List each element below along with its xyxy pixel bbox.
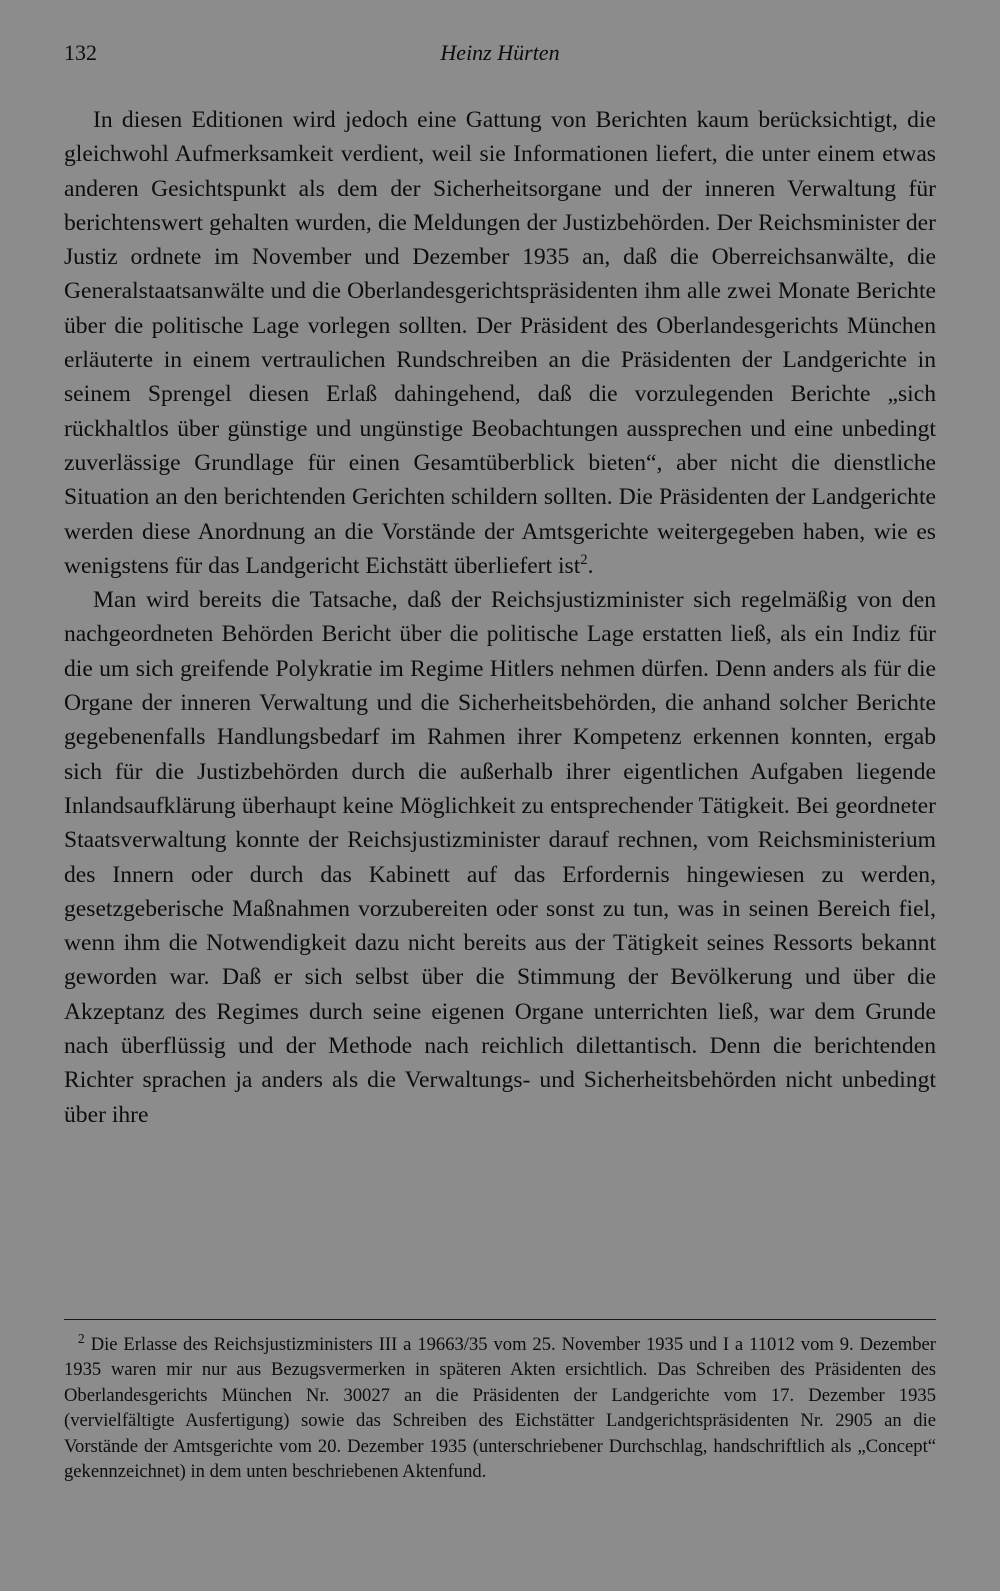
paragraph-text: In diesen Editionen wird jedoch eine Gattung von Berichten kaum berücksichtigt, die gleichwohl Aufmerksamkeit verdient, weil sie Informationen liefert, die unter einem etwas anderen Gesichtspunkt als dem der Sicherheitsorgane und der inneren Verwaltung für berichtenswert gehalten wurden, die Meldungen der Justizbehörden. Der Reichsminister der Justiz ordnete im November und Dezember 1935 an, daß die Oberreichsanwälte, die Generalstaatsanwälte und die Oberlandesgerichtspräsidenten ihm alle zwei Monate Berichte über die politische Lage vorlegen sollten. Der Präsident des Oberlandesgerichts München erläuterte in einem vertraulichen Rundschreiben an die Präsidenten der Landgerichte in seinem Sprengel diesen Erlaß dahingehend, daß die vorzulegenden Berichte „sich rückhaltlos über günstige und ungünstige Beobachtungen aussprechen und eine unbedingt zuverlässige Grundlage für einen Gesamtüberblick bieten“, aber nicht die dienstliche Situation an den berichtenden Gerichten schildern sollten. Die Präsidenten der Landgerichte werden diese Anordnung an die Vorstände der Amtsgerichte weitergegeben haben, wie es wenigstens für das Landgericht Eichstätt überliefert ist xyxy=(64,107,936,579)
running-head: Heinz Hürten xyxy=(440,40,560,65)
main-text xyxy=(64,103,936,1132)
paragraph xyxy=(64,103,936,583)
footnote xyxy=(64,1332,936,1484)
footnote-divider xyxy=(64,1319,936,1320)
footnotes xyxy=(64,1332,936,1484)
page-number: 132 xyxy=(64,40,97,65)
footnote-mark: 2 xyxy=(78,1330,85,1346)
paragraph-text: Man wird bereits die Tatsache, daß der Reichsjustizminister sich regelmäßig von den nachgeordneten Behörden Bericht über die politische Lage erstatten ließ, als ein Indiz für die um sich greifende Polykratie im Regime Hitlers nehmen dürfen. Denn anders als für die Organe der inneren Verwaltung und die Sicherheitsbehörden, die anhand solcher Berichte gegebenenfalls Handlungsbedarf im Rahmen ihrer Kompetenz erkennen konnten, ergab sich für die Justizbehörden durch die außerhalb ihrer eigentlichen Aufgaben liegende Inlandsaufklärung überhaupt keine Möglichkeit zu entsprechender Tätigkeit. Bei geordneter Staatsverwaltung konnte der Reichsjustizminister darauf rechnen, vom Reichsministerium des Innern oder durch das Kabinett auf das Erfordernis hingewiesen zu werden, gesetzgeberische Maßnahmen vorzubereiten oder sonst zu tun, was in seinen Bereich fiel, wenn ihm die Notwendigkeit dazu nicht bereits aus der Tätigkeit seines Ressorts bekannt geworden war. Daß er sich selbst über die Stimmung der Bevölkerung und über die Akzeptanz des Regimes durch seine eigenen Organe unterrichten ließ, war dem Grunde nach überflüssig und der Methode nach reichlich dilettantisch. Denn die berichtenden Richter sprachen ja anders als die Verwaltungs- und Sicherheitsbehörden nicht unbedingt über ihre xyxy=(64,587,936,1128)
paragraph-end: . xyxy=(587,552,594,579)
page-header xyxy=(64,38,936,74)
footnote-text: Die Erlasse des Reichsjustizministers III a 19663/35 vom 25. November 1935 und I a 11012 vom 9. Dezember 1935 waren mir nur aus Bezugsvermerken in späteren Akten ersichtlich. Das Schreiben des Präsidenten des Oberlandesgerichts München Nr. 30027 an die Präsidenten der Landgerichte vom 17. Dezember 1935 (vervielfältigte Ausfertigung) sowie das Schreiben des Eichstätter Landgerichtspräsidenten Nr. 2905 an die Vorstände der Amtsgerichte vom 20. Dezember 1935 (unterschriebener Durchschlag, handschriftlich als „Concept“ gekennzeichnet) in dem unten beschriebenen Aktenfund. xyxy=(64,1334,936,1483)
footnote-reference[interactable]: 2 xyxy=(580,552,588,568)
paragraph xyxy=(64,583,936,1132)
